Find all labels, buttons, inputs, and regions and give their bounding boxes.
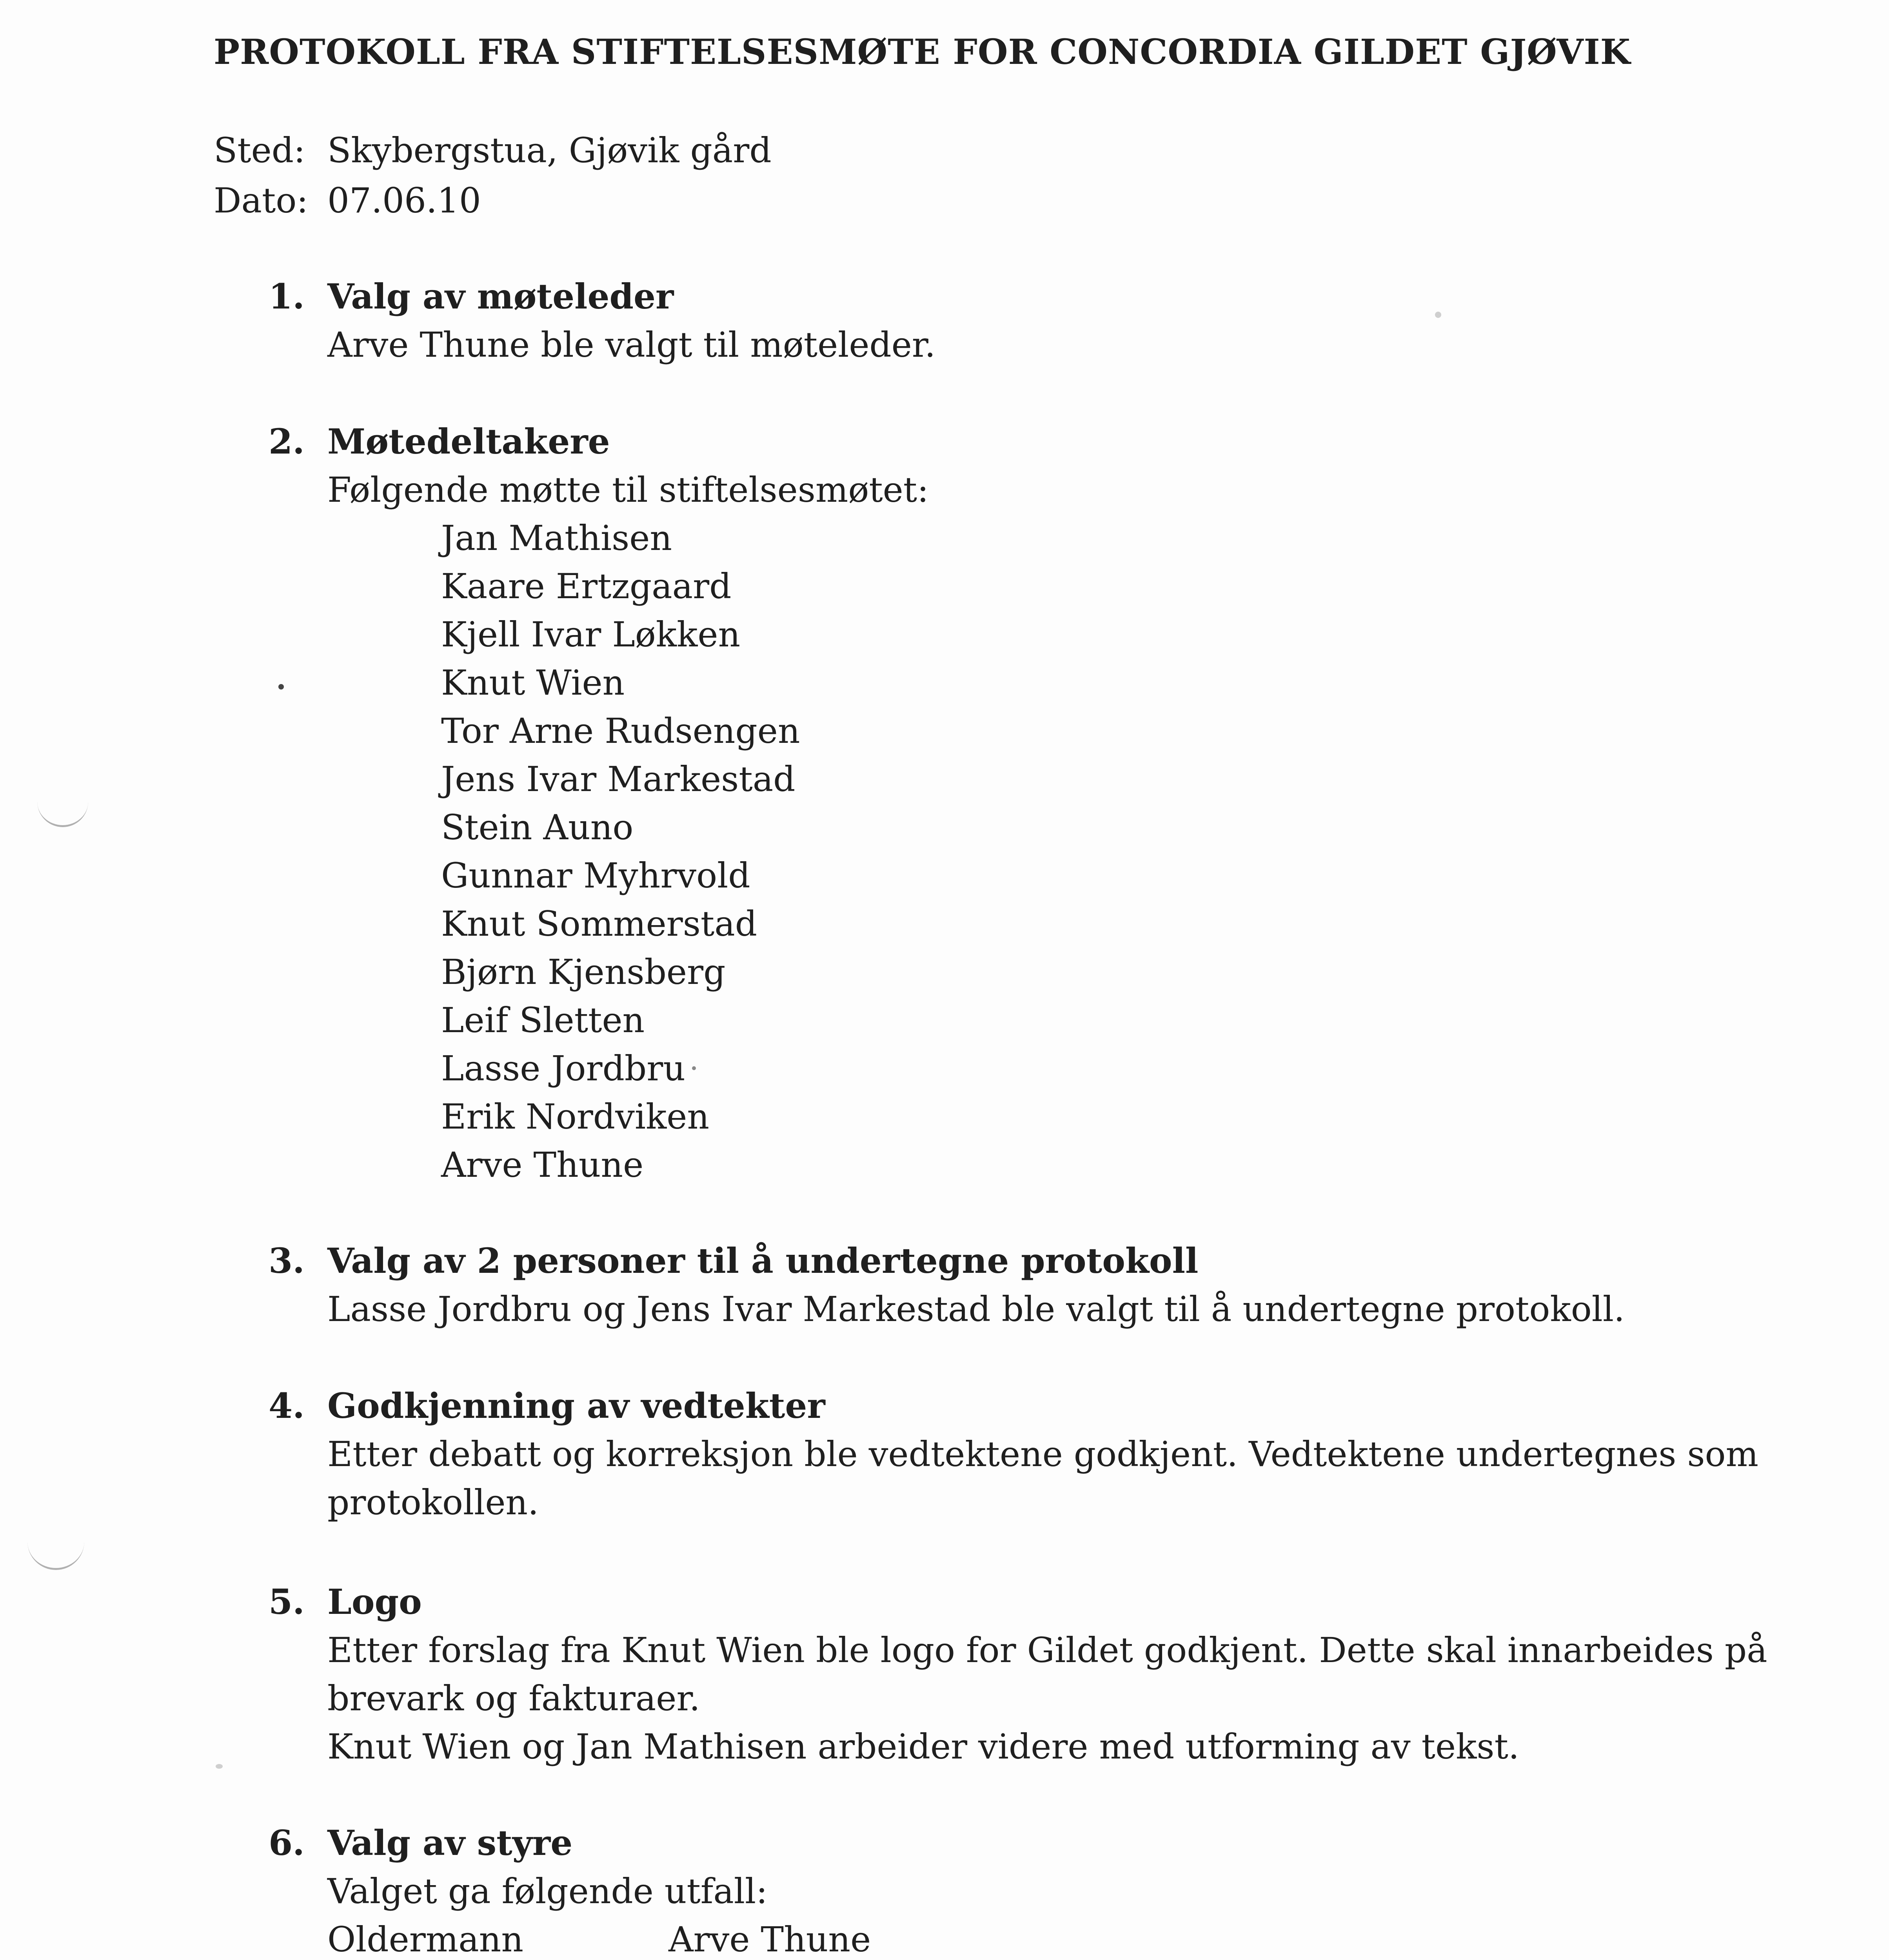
participant-name: Kjell Ivar Løkken <box>441 614 741 655</box>
meta-value: Skybergstua, Gjøvik gård <box>327 130 772 171</box>
participant-name: Gunnar Myhrvold <box>441 855 750 896</box>
item-text: Følgende møtte til stiftelsesmøtet: <box>327 470 929 510</box>
agenda-item-4 <box>269 1382 1758 1526</box>
board-chair-name: Arve Thune <box>668 1919 871 1960</box>
item-heading <box>269 1819 1023 1867</box>
board-names <box>668 1915 1023 1960</box>
speck-mark <box>216 1764 223 1769</box>
item-number: 3. <box>269 1240 305 1281</box>
item-heading <box>269 1237 1625 1285</box>
item-text: Lasse Jordbru og Jens Ivar Markestad ble valgt til å undertegne protokoll. <box>327 1289 1625 1329</box>
participant-name: Bjørn Kjensberg <box>441 952 726 992</box>
item-text: brevark og fakturaer. <box>327 1678 700 1719</box>
punch-hole-mark <box>37 788 88 827</box>
item-number: 2. <box>269 421 305 462</box>
item-text: Etter forslag fra Knut Wien ble logo for Gildet godkjent. Dette skal innarbeides på <box>327 1630 1767 1670</box>
participant-name: Knut Wien <box>441 662 625 703</box>
document-title: PROTOKOLL FRA STIFTELSESMØTE FOR CONCORDIA GILDET GJØVIK <box>214 31 1631 72</box>
speck-mark <box>278 684 284 690</box>
item-heading <box>269 1578 1767 1626</box>
participant-list <box>269 514 929 1189</box>
participant-name: Lasse Jordbru <box>441 1048 686 1089</box>
participant-name: Erik Nordviken <box>441 1096 710 1137</box>
item-text: Valget ga følgende utfall: <box>327 1871 768 1911</box>
meta-label: Sted: <box>214 130 305 171</box>
participant-name: Tor Arne Rudsengen <box>441 711 800 751</box>
agenda-item-3 <box>269 1237 1625 1333</box>
item-number: 4. <box>269 1385 305 1426</box>
speck-mark <box>1435 312 1441 318</box>
item-title: Godkjenning av vedtekter <box>327 1385 825 1426</box>
board-table <box>269 1915 1023 1960</box>
participant-name: Jan Mathisen <box>441 518 672 558</box>
participant-name: Arve Thune <box>441 1145 644 1185</box>
agenda-item-2 <box>269 417 929 1189</box>
item-text: protokollen. <box>327 1482 539 1523</box>
participant-name: Kaare Ertzgaard <box>441 566 732 606</box>
item-title: Valg av 2 personer til å undertegne protokoll <box>327 1240 1199 1281</box>
meta-place <box>214 125 772 176</box>
agenda-item-5 <box>269 1578 1767 1771</box>
item-number: 1. <box>269 276 305 317</box>
item-heading <box>269 417 929 466</box>
role-chair-label: Oldermann <box>327 1919 524 1960</box>
participant-name: Leif Sletten <box>441 1000 645 1040</box>
participant-name: Stein Auno <box>441 807 634 848</box>
meta-value: 07.06.10 <box>327 180 481 221</box>
agenda-item-1 <box>269 272 935 369</box>
item-title: Valg av styre <box>327 1822 573 1863</box>
agenda-item-6 <box>269 1819 1023 1960</box>
meeting-meta <box>214 125 772 226</box>
item-heading <box>269 272 935 321</box>
item-number: 6. <box>269 1822 305 1863</box>
item-title: Møtedeltakere <box>327 421 610 462</box>
item-text: Arve Thune ble valgt til møteleder. <box>327 325 936 365</box>
participant-name: Knut Sommerstad <box>441 904 757 944</box>
item-text: Etter debatt og korreksjon ble vedtektene godkjent. Vedtektene undertegnes som <box>327 1434 1758 1474</box>
participant-name: Jens Ivar Markestad <box>441 759 796 799</box>
meta-date <box>214 176 772 226</box>
item-text: Knut Wien og Jan Mathisen arbeider videre med utforming av tekst. <box>327 1726 1519 1767</box>
item-heading <box>269 1382 1758 1430</box>
item-number: 5. <box>269 1581 305 1622</box>
item-title: Logo <box>327 1581 422 1622</box>
board-roles <box>327 1915 668 1960</box>
punch-hole-mark <box>27 1525 84 1570</box>
meta-label: Dato: <box>214 180 309 221</box>
speck-mark <box>692 1066 696 1070</box>
item-title: Valg av møteleder <box>327 276 674 317</box>
